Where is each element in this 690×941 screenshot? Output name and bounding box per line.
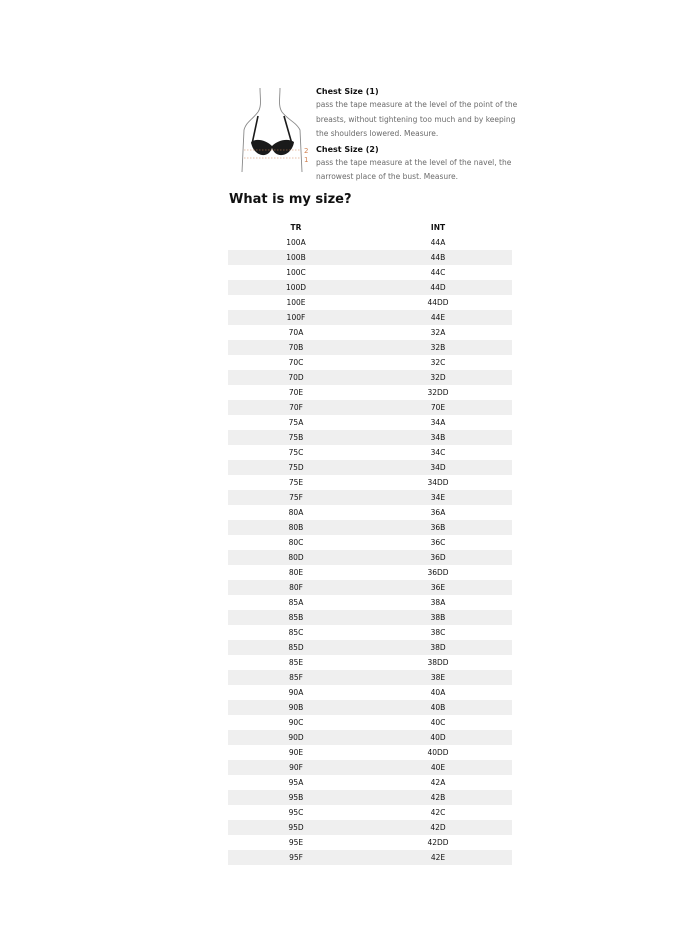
cell-int-size: 44B — [364, 250, 512, 265]
size-table-body — [228, 235, 512, 865]
table-row — [228, 250, 512, 265]
cell-tr-size: 100D — [228, 280, 364, 295]
table-row — [228, 445, 512, 460]
cell-int-size: 38B — [364, 610, 512, 625]
cell-tr-size: 70E — [288, 388, 304, 397]
cell-int-size: 44E — [364, 310, 512, 325]
cell-tr-size: 80F — [228, 580, 364, 595]
cell-int-size: 38DD — [427, 658, 449, 667]
cell-tr-size: 85D — [228, 640, 364, 655]
column-header-int: INT — [430, 223, 446, 232]
cell-tr-size: 100F — [228, 310, 364, 325]
cell-int-size: 36C — [430, 538, 446, 547]
table-row — [228, 490, 512, 505]
table-row — [228, 700, 512, 715]
cell-tr-size: 80A — [288, 508, 304, 517]
cell-tr-size: 100C — [286, 268, 306, 277]
cell-int-size: 40D — [364, 730, 512, 745]
cell-tr-size: 90D — [228, 730, 364, 745]
cell-int-size: 32A — [430, 328, 446, 337]
table-row — [228, 400, 512, 415]
cell-int-size: 42C — [430, 808, 446, 817]
cell-int-size: 32DD — [427, 388, 449, 397]
cell-tr-size: 85B — [228, 610, 364, 625]
table-row — [228, 655, 512, 670]
cell-int-size: 38D — [364, 640, 512, 655]
cell-tr-size: 85A — [288, 598, 304, 607]
cell-int-size: 34A — [430, 418, 446, 427]
table-row — [228, 550, 512, 565]
table-row — [228, 265, 512, 280]
cell-int-size: 36A — [430, 508, 446, 517]
cell-tr-size: 75D — [228, 460, 364, 475]
marker-2-label: 2 — [304, 147, 309, 155]
cell-int-size: 34B — [364, 430, 512, 445]
table-row — [228, 295, 512, 310]
cell-tr-size: 90E — [288, 748, 304, 757]
cell-int-size: 44D — [364, 280, 512, 295]
cell-tr-size: 85E — [288, 658, 304, 667]
table-row — [228, 820, 512, 835]
chest-size-1-title: Chest Size (1) — [316, 87, 379, 96]
cell-tr-size: 90B — [228, 700, 364, 715]
table-row — [228, 310, 512, 325]
cell-tr-size: 75A — [288, 418, 304, 427]
size-table — [228, 220, 512, 865]
cell-int-size: 70E — [364, 400, 512, 415]
cell-int-size: 42D — [364, 820, 512, 835]
cell-int-size: 42DD — [427, 838, 449, 847]
cell-tr-size: 80E — [288, 568, 304, 577]
table-row — [228, 505, 512, 520]
table-row — [228, 580, 512, 595]
chest-size-1-text: pass the tape measure at the level of the point of the breasts, without tightening too much and by keeping the shoulders lowered. Measure. — [316, 100, 518, 138]
cell-int-size: 42B — [364, 790, 512, 805]
table-row — [228, 370, 512, 385]
cell-int-size: 32C — [430, 358, 446, 367]
cell-int-size: 40A — [430, 688, 446, 697]
cell-tr-size: 75C — [288, 448, 304, 457]
cell-tr-size: 70D — [228, 370, 364, 385]
cell-int-size: 34C — [430, 448, 446, 457]
cell-tr-size: 95E — [288, 838, 304, 847]
table-row — [228, 760, 512, 775]
chest-size-2-text: pass the tape measure at the level of the navel, the narrowest place of the bust. Measure. — [316, 157, 512, 181]
cell-int-size: 36D — [364, 550, 512, 565]
cell-int-size: 36DD — [427, 568, 449, 577]
cell-int-size: 40B — [364, 700, 512, 715]
table-row — [228, 280, 512, 295]
table-row — [228, 805, 512, 820]
table-row — [228, 565, 512, 580]
cell-int-size: 34E — [364, 490, 512, 505]
table-row — [228, 415, 512, 430]
table-row — [228, 235, 512, 250]
cell-int-size: 44DD — [427, 298, 449, 307]
cell-int-size: 40E — [364, 760, 512, 775]
cell-tr-size: 75E — [288, 478, 304, 487]
cell-int-size: 32B — [364, 340, 512, 355]
cell-int-size: 44A — [430, 238, 446, 247]
cell-int-size: 32D — [364, 370, 512, 385]
cell-int-size: 38A — [430, 598, 446, 607]
table-row — [228, 385, 512, 400]
cell-tr-size: 100B — [228, 250, 364, 265]
table-row — [228, 625, 512, 640]
cell-int-size: 34D — [364, 460, 512, 475]
cell-int-size: 36B — [364, 520, 512, 535]
measurement-guide — [238, 86, 538, 186]
table-row — [228, 775, 512, 790]
cell-int-size: 38E — [364, 670, 512, 685]
cell-int-size: 42E — [364, 850, 512, 865]
cell-int-size: 38C — [430, 628, 446, 637]
cell-int-size: 42A — [430, 778, 446, 787]
cell-tr-size: 75F — [228, 490, 364, 505]
cell-tr-size: 70F — [228, 400, 364, 415]
cell-int-size: 40C — [430, 718, 446, 727]
cell-tr-size: 80C — [288, 538, 304, 547]
cell-tr-size: 70A — [288, 328, 304, 337]
table-row — [228, 355, 512, 370]
table-row — [228, 460, 512, 475]
cell-tr-size: 95B — [228, 790, 364, 805]
table-row — [228, 430, 512, 445]
marker-1-label: 1 — [304, 156, 309, 164]
table-row — [228, 340, 512, 355]
page-title: What is my size? — [229, 192, 352, 207]
table-row — [228, 595, 512, 610]
cell-tr-size: 85F — [228, 670, 364, 685]
table-row — [228, 670, 512, 685]
table-row — [228, 715, 512, 730]
table-row — [228, 850, 512, 865]
cell-int-size: 40DD — [427, 748, 449, 757]
table-row — [228, 640, 512, 655]
table-header-row — [228, 220, 512, 235]
cell-tr-size: 90A — [288, 688, 304, 697]
cell-tr-size: 100A — [286, 238, 306, 247]
table-row — [228, 610, 512, 625]
cell-tr-size: 95F — [228, 850, 364, 865]
cell-tr-size: 80B — [228, 520, 364, 535]
table-row — [228, 475, 512, 490]
cell-tr-size: 85C — [288, 628, 304, 637]
body-figure-illustration — [238, 86, 314, 176]
table-row — [228, 325, 512, 340]
table-row — [228, 520, 512, 535]
cell-tr-size: 95D — [228, 820, 364, 835]
cell-tr-size: 80D — [228, 550, 364, 565]
cell-tr-size: 95C — [288, 808, 304, 817]
cell-int-size: 36E — [364, 580, 512, 595]
table-row — [228, 535, 512, 550]
table-row — [228, 835, 512, 850]
table-row — [228, 730, 512, 745]
cell-int-size: 34DD — [427, 478, 449, 487]
cell-tr-size: 95A — [288, 778, 304, 787]
cell-tr-size: 70C — [288, 358, 304, 367]
cell-tr-size: 70B — [228, 340, 364, 355]
table-row — [228, 790, 512, 805]
cell-tr-size: 90C — [288, 718, 304, 727]
column-header-tr: TR — [290, 223, 302, 232]
measurement-notes — [316, 86, 521, 187]
table-row — [228, 685, 512, 700]
cell-tr-size: 75B — [228, 430, 364, 445]
cell-tr-size: 90F — [228, 760, 364, 775]
cell-tr-size: 100E — [286, 298, 306, 307]
chest-size-2-title: Chest Size (2) — [316, 144, 379, 154]
table-row — [228, 745, 512, 760]
cell-int-size: 44C — [430, 268, 446, 277]
